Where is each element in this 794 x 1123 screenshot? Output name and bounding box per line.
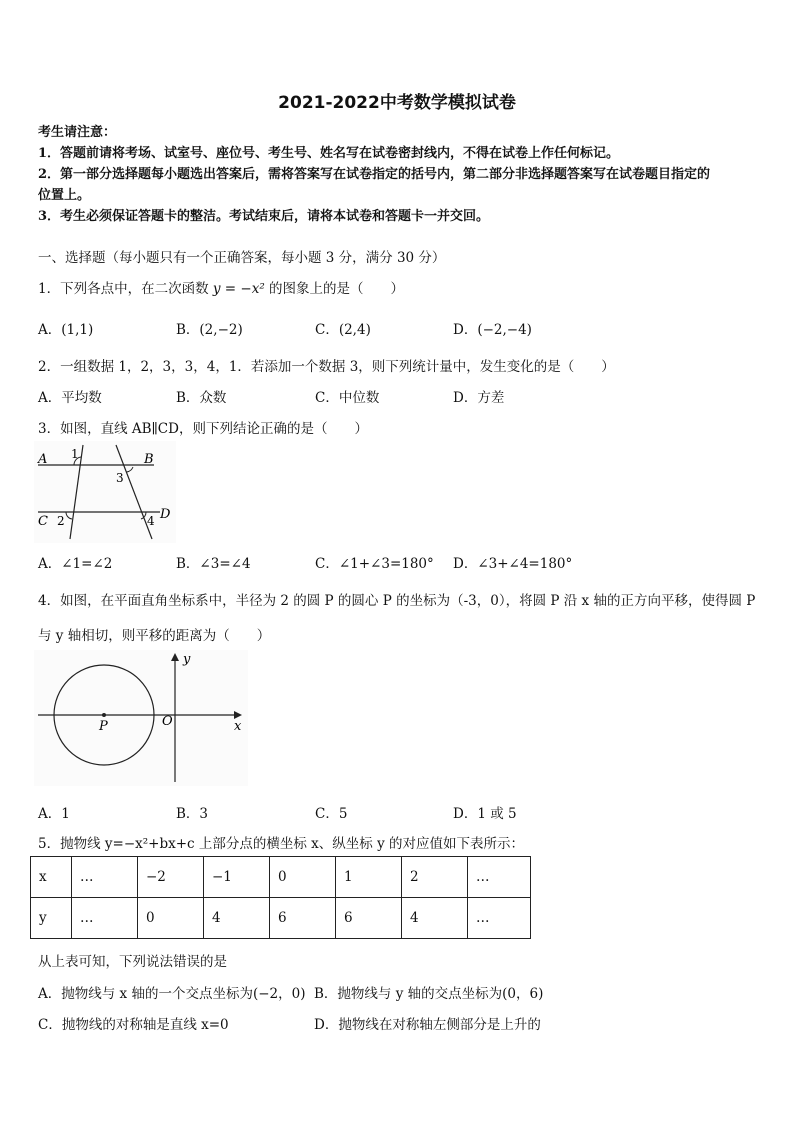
question-5-option-a[interactable]: A．抛物线与 x 轴的一个交点坐标为(−2，0) <box>38 986 306 1002</box>
question-1-stem <box>38 277 404 297</box>
question-4-stem-line-2: 与 y 轴相切，则平移的距离为（ ） <box>38 628 271 644</box>
table-cell: 6 <box>270 898 336 939</box>
question-2-stem: 2．一组数据 1，2，3，3，4，1．若添加一个数据 3，则下列统计量中，发生变化的是（ ） <box>38 359 615 375</box>
question-1-formula: y = −x² <box>212 281 265 297</box>
question-4-figure <box>34 650 248 786</box>
label-angle-1: 1 <box>71 447 79 461</box>
table-cell: … <box>468 898 531 939</box>
notice-line-3: 3．考生必须保证答题卡的整洁。考试结束后，请将本试卷和答题卡一并交回。 <box>38 209 490 224</box>
label-b: B <box>144 452 154 467</box>
center-p-dot <box>102 713 106 717</box>
label-p: P <box>99 719 108 734</box>
table-cell: 4 <box>204 898 270 939</box>
table-cell: 0 <box>138 898 204 939</box>
question-1-option-a[interactable]: A．(1,1) <box>38 322 94 338</box>
label-o: O <box>162 714 173 729</box>
question-1-stem-post: 的图象上的是（ ） <box>269 281 405 297</box>
table-cell: 2 <box>402 857 468 898</box>
notice-line-1: 1．答题前请将考场、试室号、座位号、考生号、姓名写在试卷密封线内，不得在试卷上作任何标记。 <box>38 146 620 161</box>
label-a: A <box>38 452 48 467</box>
question-5-option-c[interactable]: C．抛物线的对称轴是直线 x=0 <box>38 1017 229 1033</box>
question-3-stem: 3．如图，直线 AB∥CD，则下列结论正确的是（ ） <box>38 421 368 437</box>
table-cell: x <box>31 857 72 898</box>
table-row-y <box>31 898 531 939</box>
question-1-stem-pre: 1．下列各点中，在二次函数 <box>38 281 209 297</box>
question-2-option-b[interactable]: B．众数 <box>176 390 227 406</box>
label-c: C <box>38 514 48 529</box>
table-cell: … <box>468 857 531 898</box>
page-title: 2021-2022中考数学模拟试卷 <box>278 93 516 113</box>
table-cell: 4 <box>402 898 468 939</box>
table-cell: −2 <box>138 857 204 898</box>
question-4-stem-line-1: 4．如图，在平面直角坐标系中，半径为 2 的圆 P 的圆心 P 的坐标为（-3，0），将圆 P 沿 x 轴的正方向平移，使得圆 P <box>38 593 756 609</box>
table-cell: −1 <box>204 857 270 898</box>
question-5-option-d[interactable]: D．抛物线在对称轴左侧部分是上升的 <box>314 1017 541 1033</box>
question-2-option-c[interactable]: C．中位数 <box>315 390 380 406</box>
table-cell: 6 <box>336 898 402 939</box>
question-3-option-b[interactable]: B．∠3=∠4 <box>176 556 251 572</box>
question-1-option-b[interactable]: B．(2,−2) <box>176 322 243 338</box>
notice-line-2: 2．第一部分选择题每小题选出答案后，需将答案写在试卷指定的括号内，第二部分非选择题答案写在试卷题目指定的 <box>38 167 711 182</box>
value-table <box>30 856 531 939</box>
question-4-option-b[interactable]: B．3 <box>176 806 209 822</box>
label-angle-3: 3 <box>116 471 124 485</box>
table-cell: 0 <box>270 857 336 898</box>
label-angle-4: 4 <box>147 514 155 528</box>
question-1-option-c[interactable]: C．(2,4) <box>315 322 371 338</box>
question-4-option-a[interactable]: A．1 <box>38 806 70 822</box>
label-d: D <box>160 507 171 522</box>
question-5-stem: 5．抛物线 y=−x²+bx+c 上部分点的横坐标 x、纵坐标 y 的对应值如下表所示： <box>38 836 524 852</box>
question-3-option-d[interactable]: D．∠3+∠4=180° <box>453 556 573 572</box>
question-5-option-b[interactable]: B．抛物线与 y 轴的交点坐标为(0，6) <box>314 986 544 1002</box>
table-cell: 1 <box>336 857 402 898</box>
question-5-lead: 从上表可知，下列说法错误的是 <box>38 954 227 970</box>
label-y: y <box>183 652 191 667</box>
notice-line-2-cont: 位置上。 <box>38 188 91 203</box>
question-4-option-c[interactable]: C．5 <box>315 806 348 822</box>
question-3-figure <box>34 441 176 543</box>
question-2-option-d[interactable]: D．方差 <box>453 390 505 406</box>
question-3-option-c[interactable]: C．∠1+∠3=180° <box>315 556 434 572</box>
table-cell: … <box>72 857 138 898</box>
question-4-option-d[interactable]: D．1 或 5 <box>453 806 517 822</box>
table-cell: y <box>31 898 72 939</box>
label-x: x <box>234 719 242 734</box>
table-cell: … <box>72 898 138 939</box>
question-3-option-a[interactable]: A．∠1=∠2 <box>38 556 113 572</box>
table-row-x <box>31 857 531 898</box>
notice-heading: 考生请注意： <box>38 125 117 140</box>
question-2-option-a[interactable]: A．平均数 <box>38 390 102 406</box>
label-angle-2: 2 <box>57 514 65 528</box>
section-heading: 一、选择题（每小题只有一个正确答案，每小题 3 分，满分 30 分） <box>38 250 446 266</box>
question-1-option-d[interactable]: D．(−2,−4) <box>453 322 532 338</box>
